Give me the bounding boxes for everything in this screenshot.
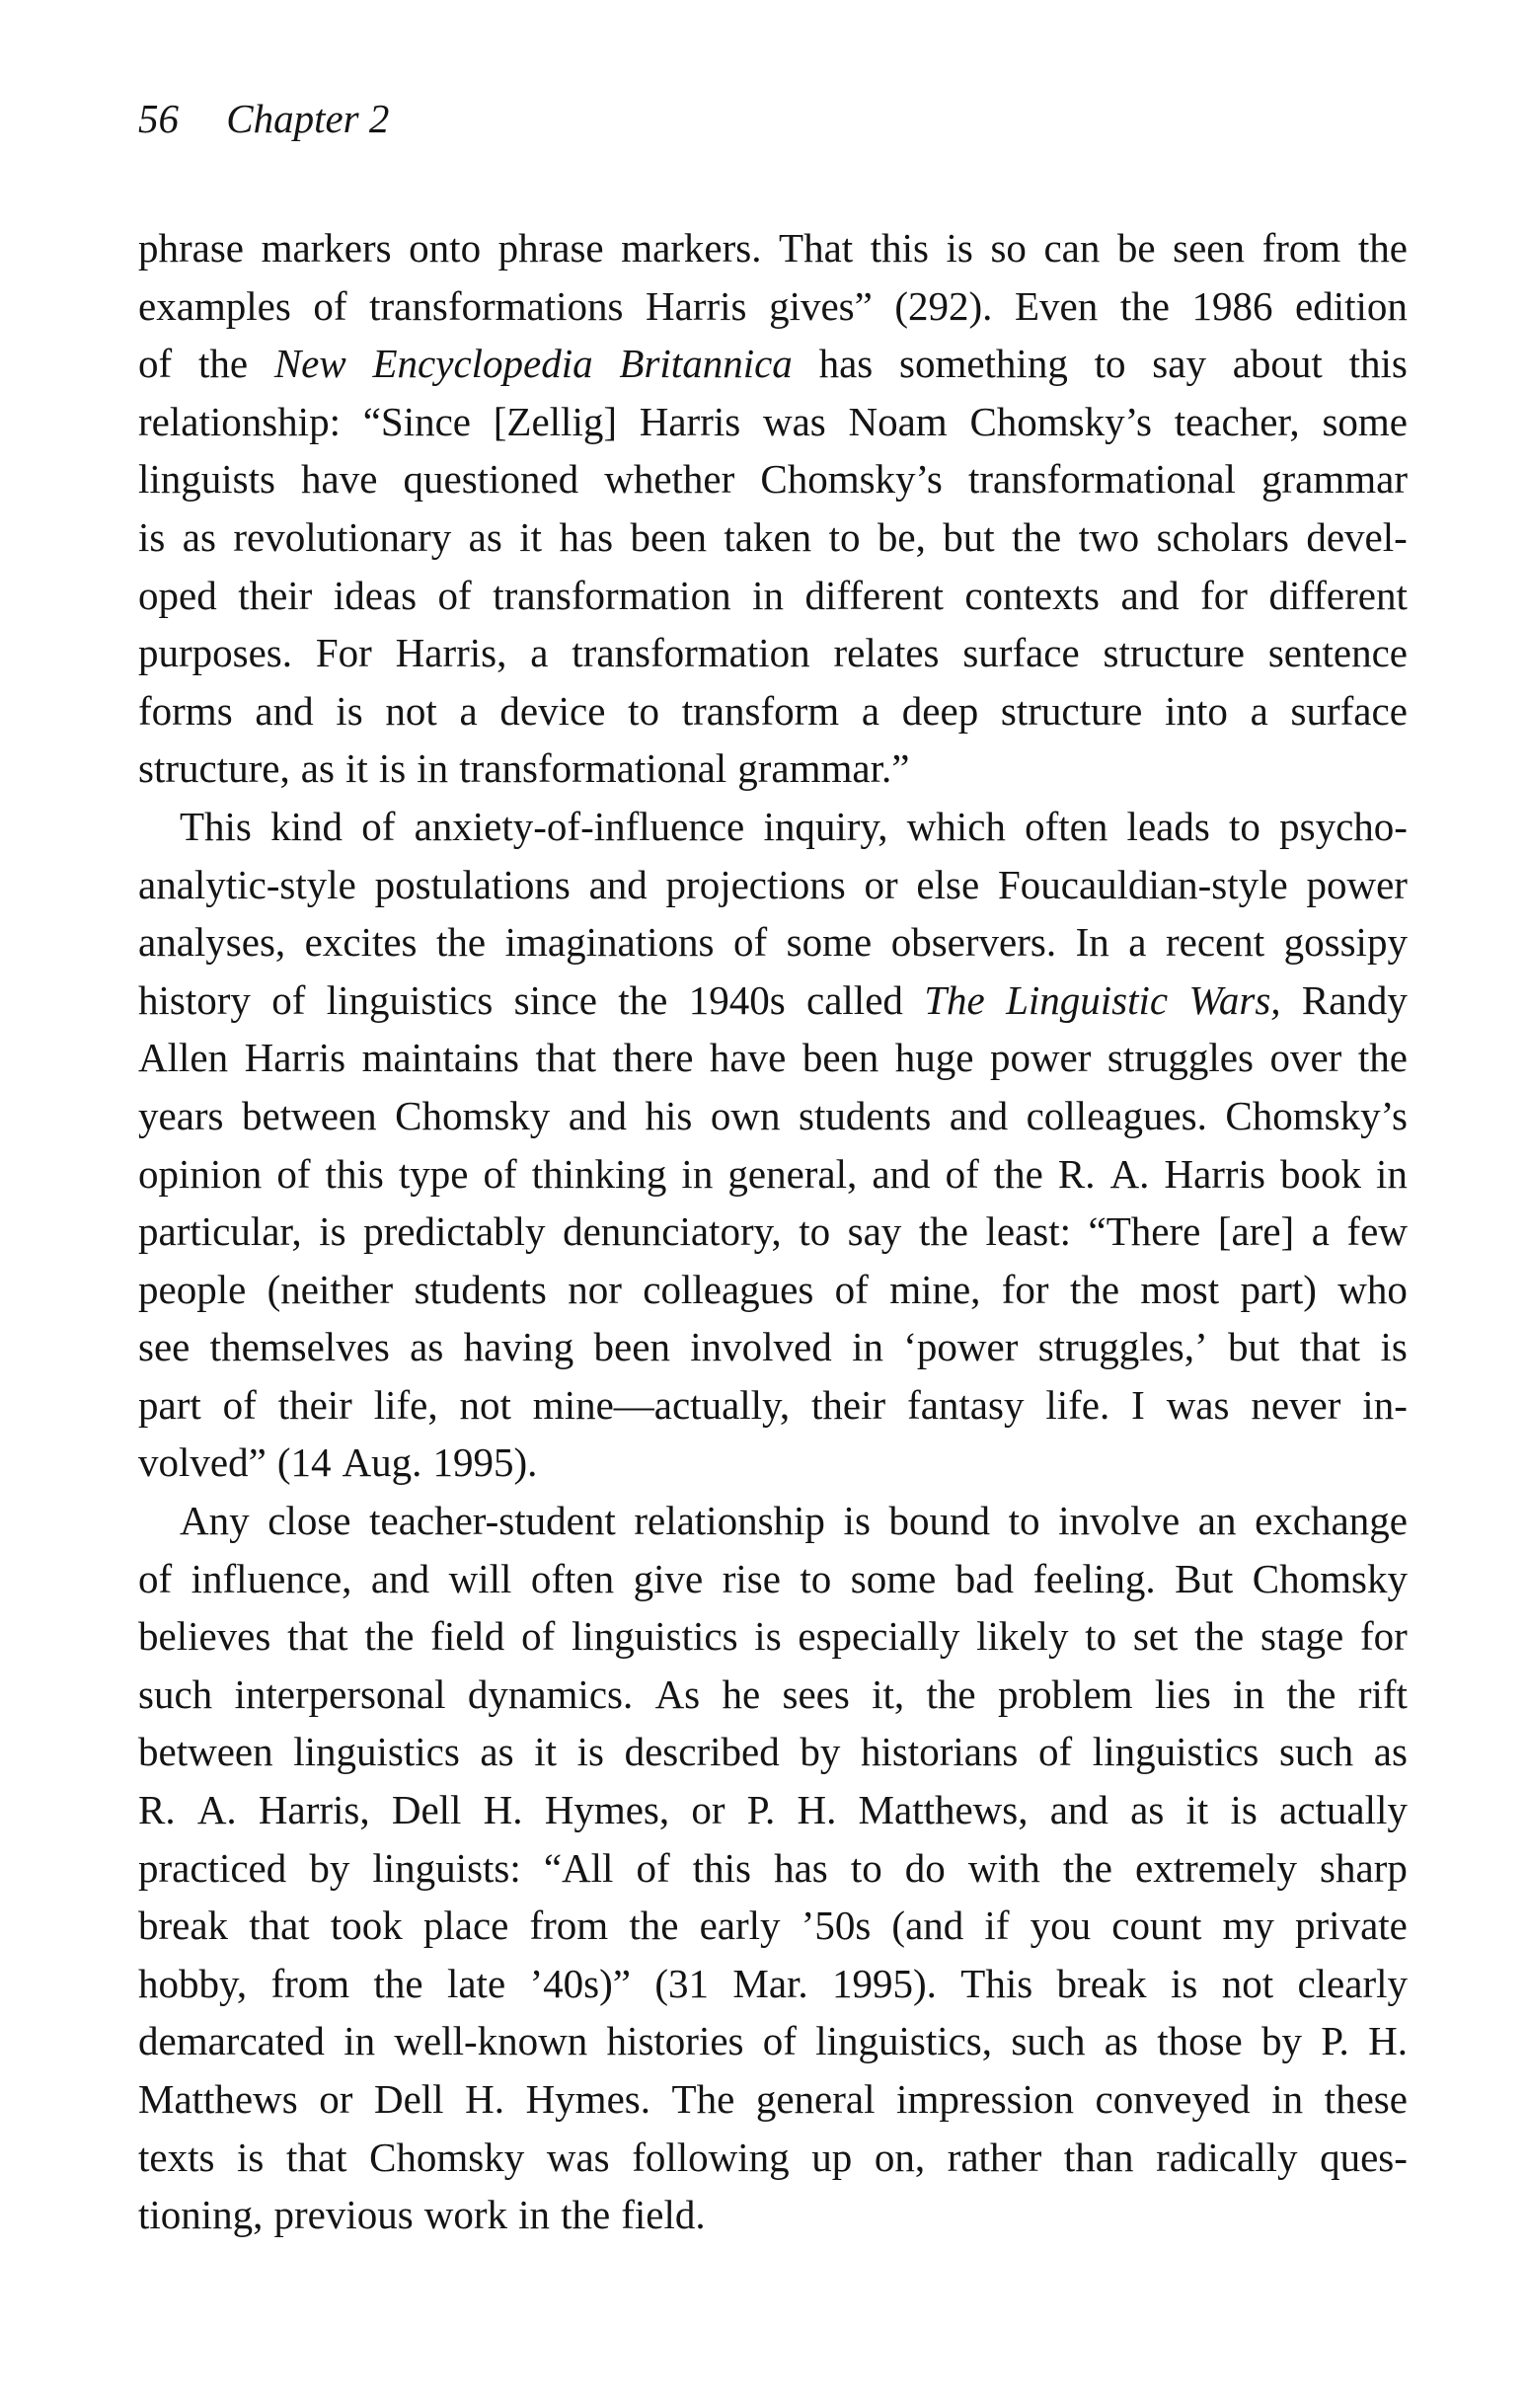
text-line: between linguistics as it is described by historians of linguistics such as: [138, 1729, 1408, 1775]
text-line: volved” (14 Aug. 1995).: [138, 1439, 538, 1486]
text-line: texts is that Chomsky was following up on, rather than radically ques-: [138, 2134, 1408, 2180]
text-line: tioning, previous work in the field.: [138, 2192, 706, 2238]
text-line: structure, as it is in transformational grammar.”: [138, 745, 910, 792]
text-line: demarcated in well-known histories of linguistics, such as those by P. H.: [138, 2018, 1408, 2064]
running-head: [138, 96, 390, 141]
text-line: phrase markers onto phrase markers. That this is so can be seen from the: [138, 225, 1408, 271]
text-line: R. A. Harris, Dell H. Hymes, or P. H. Matthews, and as it is actually: [138, 1787, 1408, 1833]
text-line: see themselves as having been involved in ‘power struggles,’ but that is: [138, 1324, 1408, 1370]
text-line: of the New Encyclopedia Britannica has something to say about this: [138, 341, 1408, 387]
text-line: examples of transformations Harris gives” (292). Even the 1986 edition: [138, 282, 1408, 329]
text-line: such interpersonal dynamics. As he sees it, the problem lies in the rift: [138, 1670, 1408, 1717]
text-line: Any close teacher-student relationship is bound to involve an exchange: [180, 1498, 1408, 1544]
page-number: 56: [138, 96, 179, 141]
text-line: of influence, and will often give rise to some bad feeling. But Chomsky: [138, 1555, 1408, 1601]
text-line: oped their ideas of transformation in different contexts and for different: [138, 572, 1408, 618]
text-line: is as revolutionary as it has been taken to be, but the two scholars devel-: [138, 513, 1408, 560]
text-line: relationship: “Since [Zellig] Harris was Noam Chomsky’s teacher, some: [138, 398, 1408, 444]
text-line: years between Chomsky and his own students and colleagues. Chomsky’s: [138, 1092, 1408, 1138]
text-line: hobby, from the late ’40s)” (31 Mar. 1995). This break is not clearly: [138, 1960, 1408, 2006]
text-line: Matthews or Dell H. Hymes. The general impression conveyed in these: [138, 2076, 1408, 2122]
text-line: break that took place from the early ’50s (and if you count my private: [138, 1903, 1408, 1949]
text-line: linguists have questioned whether Chomsky’s transformational grammar: [138, 456, 1408, 503]
text-line: purposes. For Harris, a transformation relates surface structure sentence: [138, 630, 1408, 676]
text-line: part of their life, not mine—actually, their fantasy life. I was never in-: [138, 1381, 1408, 1428]
text-line: opinion of this type of thinking in general, and of the R. A. Harris book in: [138, 1150, 1408, 1197]
text-line: practiced by linguists: “All of this has to do with the extremely sharp: [138, 1844, 1408, 1891]
body-text: [138, 219, 1408, 2244]
text-line: particular, is predictably denunciatory, to say the least: “There [are] a few: [138, 1208, 1408, 1255]
text-line: history of linguistics since the 1940s called The Linguistic Wars, Randy: [138, 976, 1408, 1023]
chapter-title: Chapter 2: [226, 96, 390, 141]
text-line: Allen Harris maintains that there have been huge power struggles over the: [138, 1035, 1408, 1081]
text-line: analytic-style postulations and projections or else Foucauldian-style power: [138, 861, 1408, 907]
text-line: forms and is not a device to transform a deep structure into a surface: [138, 687, 1408, 734]
text-line: believes that the field of linguistics is especially likely to set the stage for: [138, 1613, 1408, 1660]
text-line: analyses, excites the imaginations of some observers. In a recent gossipy: [138, 919, 1408, 966]
text-line: This kind of anxiety-of-influence inquiry, which often leads to psycho-: [180, 803, 1408, 849]
text-line: people (neither students nor colleagues of mine, for the most part) who: [138, 1266, 1408, 1312]
